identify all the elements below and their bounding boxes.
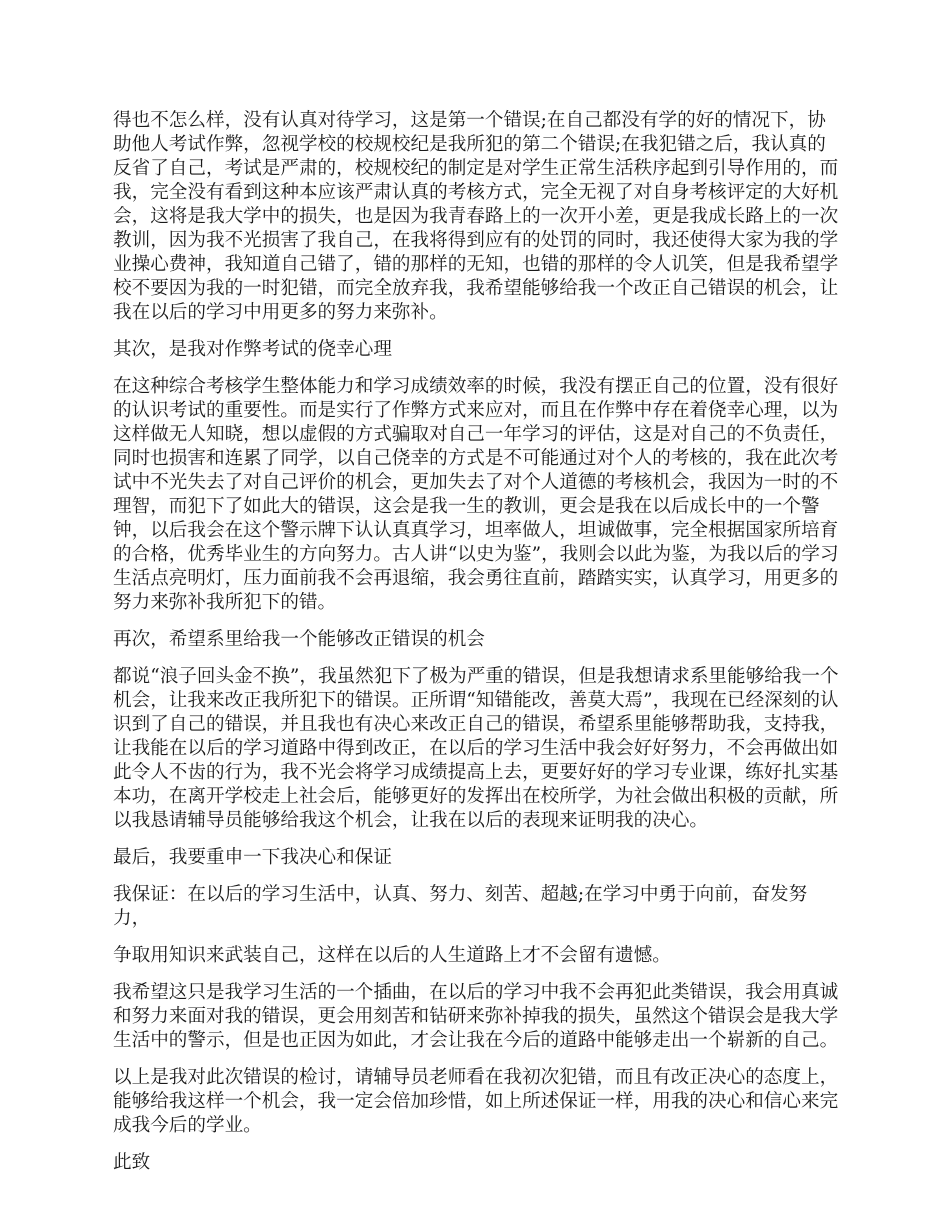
paragraph-pledge: 我保证：在以后的学习生活中，认真、努力、刻苦、超越;在学习中勇于向前，奋发努力， bbox=[113, 884, 808, 929]
section-heading-thirdly: 再次，希望系里给我一个能够改正错误的机会 bbox=[113, 629, 485, 650]
paragraph-2: 在这种综合考核学生整体能力和学习成绩效率的时候，我没有摆正自己的位置，没有很好的认识考试的重要性。而是实行了作弊方式来应对，而且在作弊中存在着侥幸心理，以为这样做无人知晓，想以虚假的方式骗取对自己一年学习的评估，这是对自己的不负责任，同时也损害和连累了同学，以自己侥幸的方式是不可能通过对个人的考核的，我在此次考试中不光失去了对自己评价的机会，更加失去了对个人道德的考核机会，我因为一时的不理智，而犯下了如此大的错误，这会是我一生的教训，更会是我在以后成长中的一个警钟，以后我会在这个警示牌下认认真真学习，坦率做人，坦诚做事，完全根据国家所培育的合格，优秀毕业生的方向努力。古人讲“以史为鉴”，我则会以此为鉴，为我以后的学习生活点亮明灯，压力面前我不会再退缩，我会勇往直前，踏踏实实，认真学习，用更多的努力来弥补我所犯下的错。 bbox=[113, 376, 839, 613]
section-heading-finally: 最后，我要重申一下我决心和保证 bbox=[113, 847, 392, 868]
paragraph-hope: 我希望这只是我学习生活的一个插曲，在以后的学习中我不会再犯此类错误，我会用真诚和努力来面对我的错误，更会用刻苦和钻研来弥补掉我的损失，虽然这个错误会是我大学生活中的警示，但是也正因为如此，才会让我在今后的道路中能够走出一个崭新的自己。 bbox=[113, 982, 839, 1051]
document-body bbox=[113, 109, 840, 1188]
paragraph-1: 得也不怎么样，没有认真对待学习，这是第一个错误;在自己都没有学的好的情况下，协助他人考试作弊，忽视学校的校规校纪是我所犯的第二个错误;在我犯错之后，我认真的反省了自己，考试是严肃的，校规校纪的制定是对学生正常生活秩序起到引导作用的，而我，完全没有看到这种本应该严肃认真的考核方式，完全无视了对自身考核评定的大好机会，这将是我大学中的损失，也是因为我青春路上的一次开小差，更是我成长路上的一次教训，因为我不光损害了我自己，在我将得到应有的处罚的同时，我还使得大家为我的学业操心费神，我知道自己错了，错的那样的无知，也错的那样的令人讥笑，但是我希望学校不要因为我的一时犯错，而完全放弃我，我希望能够给我一个改正自己错误的机会，让我在以后的学习中用更多的努力来弥补。 bbox=[113, 110, 839, 323]
paragraph-3: 都说“浪子回头金不换”，我虽然犯下了极为严重的错误，但是我想请求系里能够给我一个机会，让我来改正我所犯下的错误。正所谓“知错能改，善莫大焉”，我现在已经深刻的认识到了自己的错误，并且我也有决心来改正自己的错误，希望系里能够帮助我，支持我，让我能在以后的学习道路中得到改正，在以后的学习生活中我会好好努力，不会再做出如此令人不齿的行为，我不光会将学习成绩提高上去，更要好好的学习专业课，练好扎实基本功，在离开学校走上社会后，能够更好的发挥出在校所学，为社会做出积极的贡献，所以我恳请辅导员能够给我这个机会，让我在以后的表现来证明我的决心。 bbox=[113, 666, 839, 831]
paragraph-pledge-cont: 争取用知识来武装自己，这样在以后的人生道路上才不会留有遗憾。 bbox=[113, 945, 671, 966]
paragraph-conclusion: 以上是我对此次错误的检讨，请辅导员老师看在我初次犯错，而且有改正决心的态度上，能够给我这样一个机会，我一定会倍加珍惜，如上所述保证一样，用我的决心和信心来完成我今后的学业。 bbox=[113, 1067, 839, 1136]
section-heading-secondly: 其次，是我对作弊考试的侥幸心理 bbox=[113, 339, 392, 360]
closing-salutation: 此致 bbox=[113, 1152, 151, 1173]
